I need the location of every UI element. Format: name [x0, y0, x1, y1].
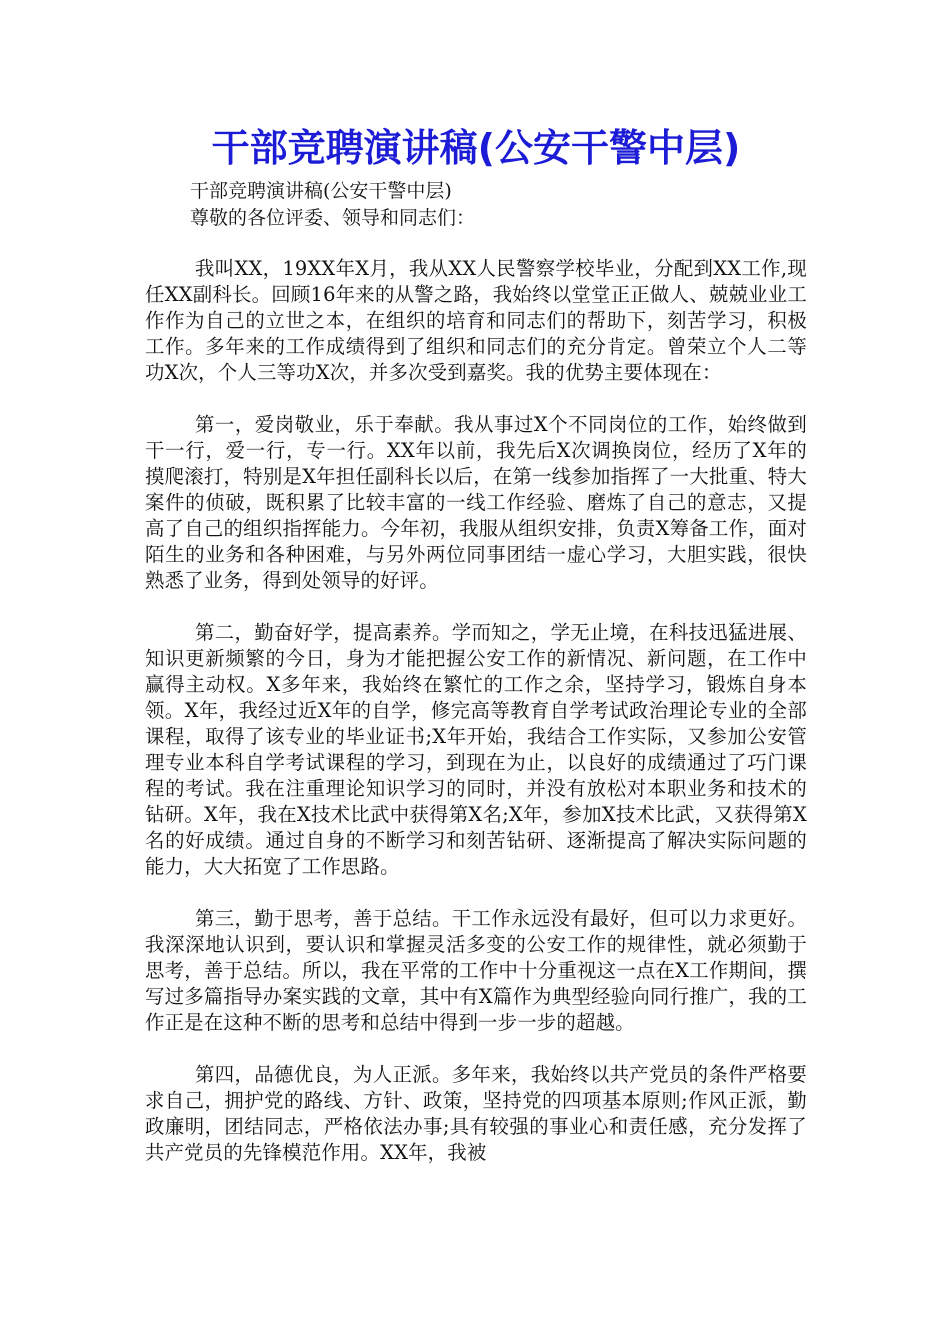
paragraph-third-strength: 第三，勤于思考，善于总结。干工作永远没有最好，但可以力求更好。我深深地认识到，要认识和掌握灵活多变的公安工作的规律性，就必须勤于思考，善于总结。所以，我在平常的工作中十分重视这一点在X工作期间，撰写过多篇指导办案实践的文章，其中有X篇作为典型经验向同行推广，我的工作正是在这种不断的思考和总结中得到一步一步的超越。: [145, 907, 807, 1034]
paragraph-second-strength: 第二，勤奋好学，提高素养。学而知之，学无止境，在科技迅猛进展、知识更新频繁的今日，身为才能把握公安工作的新情况、新问题，在工作中赢得主动权。X多年来，我始终在繁忙的工作之余，坚持学习，锻炼自身本领。X年，我经过近X年的自学，修完高等教育自学考试政治理论专业的全部课程，取得了该专业的毕业证书;X年开始，我结合工作实际，又参加公安管理专业本科自学考试课程的学习，到现在为止，以良好的成绩通过了巧门课程的考试。我在注重理论知识学习的同时，并没有放松对本职业务和技术的钻研。X年，我在X技术比武中获得第X名;X年，参加X技术比武，又获得第X名的好成绩。通过自身的不断学习和刻苦钻研、逐渐提高了解决实际问题的能力，大大拓宽了工作思路。: [145, 621, 807, 878]
paragraph-introduction: 我叫XX，19XX年X月，我从XX人民警察学校毕业，分配到XX工作,现任XX副科长。回顾16年来的从警之路，我始终以堂堂正正做人、兢兢业业工作作为自己的立世之本，在组织的培育和同志们的帮助下，刻苦学习，积极工作。多年来的工作成绩得到了组织和同志们的充分肯定。曾荣立个人二等功X次，个人三等功X次，并多次受到嘉奖。我的优势主要体现在：: [145, 257, 807, 384]
document-page: [145, 118, 807, 1166]
document-subtitle: 干部竞聘演讲稿(公安干警中层): [190, 180, 452, 202]
paragraph-fourth-strength: 第四，品德优良，为人正派。多年来，我始终以共产党员的条件严格要求自己，拥护党的路线、方针、政策，坚持党的四项基本原则;作风正派，勤政廉明，团结同志，严格依法办事;具有较强的事业心和责任感，充分发挥了共产党员的先锋模范作用。XX年，我被: [145, 1063, 807, 1164]
greeting-line: 尊敬的各位评委、领导和同志们：: [190, 207, 476, 229]
document-title: 干部竞聘演讲稿(公安干警中层): [211, 126, 741, 170]
paragraph-first-strength: 第一，爱岗敬业，乐于奉献。我从事过X个不同岗位的工作，始终做到干一行，爱一行，专一行。XX年以前，我先后X次调换岗位，经历了X年的摸爬滚打，特别是X年担任副科长以后，在第一线参加指挥了一大批重、特大案件的侦破，既积累了比较丰富的一线工作经验、磨炼了自己的意志，又提高了自己的组织指挥能力。今年初，我服从组织安排，负责X筹备工作，面对陌生的业务和各种困难，与另外两位同事团结一虚心学习，大胆实践，很快熟悉了业务，得到处领导的好评。: [145, 413, 807, 592]
